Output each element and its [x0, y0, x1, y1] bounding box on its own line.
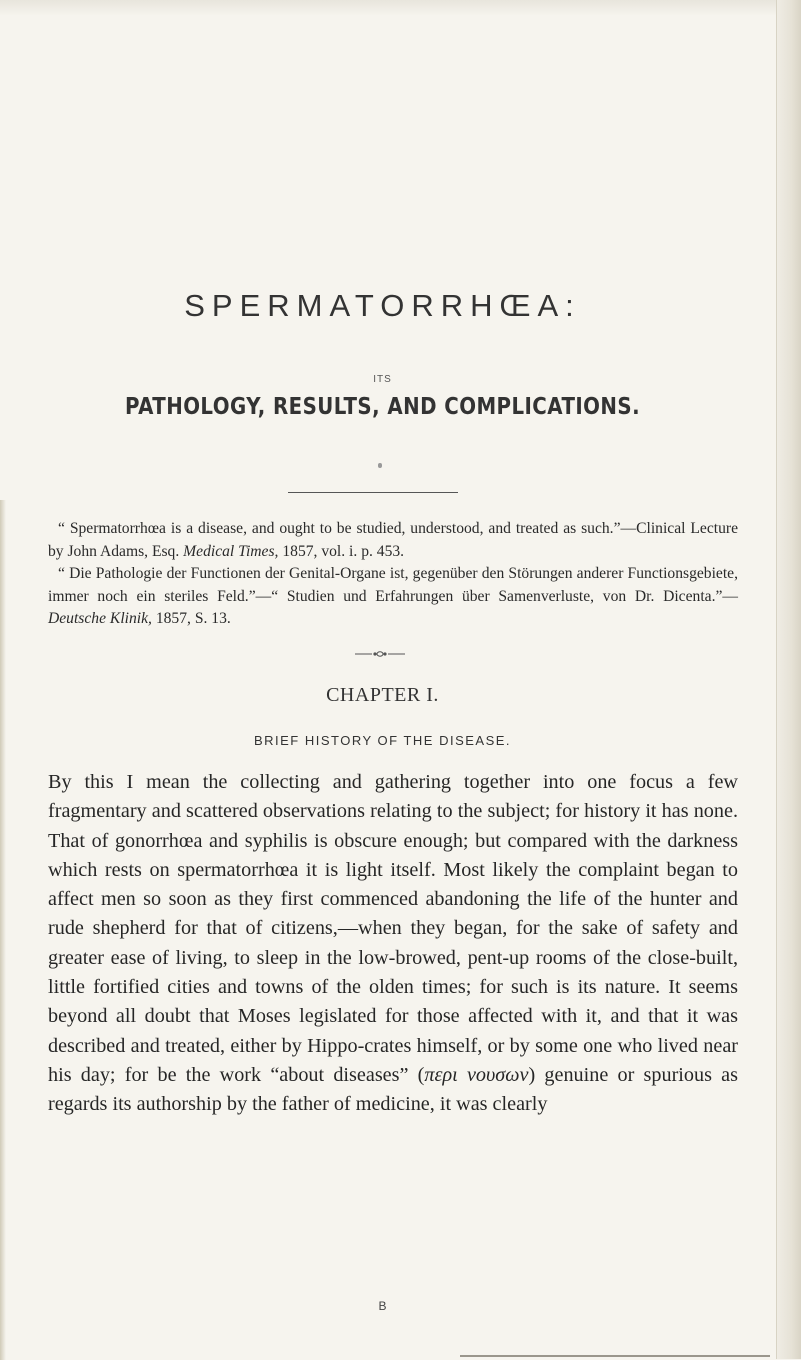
body-text-end: ) genuine or spurious as regards its authorship by the father of medicine, it was clearly [48, 1063, 738, 1116]
page-left-edge [0, 500, 6, 1360]
body-text [48, 768, 738, 1120]
chapter-heading: CHAPTER I. [326, 684, 439, 706]
epigraph-2-source: Deutsche Klinik, [48, 610, 152, 627]
epigraph [48, 518, 738, 631]
signature-mark: B [378, 1299, 387, 1313]
epigraph-2-text: “ Die Pathologie der Functionen der Genital-Organe ist, gegenüber den Störungen anderer Functionsgebiete, immer noch ein steriles Feld.”—“ Studien und Erfahrungen über Samenverluste, von Dr. Dicenta.”— [48, 565, 738, 605]
bottom-edge-line [460, 1355, 770, 1357]
section-heading: BRIEF HISTORY OF THE DISEASE. [253, 733, 512, 748]
epigraph-quote-2 [48, 563, 738, 631]
body-paragraph [48, 768, 738, 1120]
epigraph-2-citation: 1857, S. 13. [151, 610, 231, 627]
page-top-shadow [0, 0, 801, 16]
epigraph-1-text: “ Spermatorrhœa is a disease, and ought to be studied, understood, and treated as such.”—Clinical Lecture by John Adams, Esq. [48, 520, 738, 560]
book-title: SPERMATORRHŒA: [184, 288, 581, 323]
title-connector: ITS [373, 374, 392, 385]
printer-dot [378, 463, 382, 468]
ornament-divider [355, 650, 405, 658]
title-rule [288, 492, 458, 493]
book-subtitle: PATHOLOGY, RESULTS, AND COMPLICATIONS. [124, 394, 641, 420]
body-text-start: By this I mean the collecting and gathering together into one focus a few fragmentary and scattered observations relating to the subject; for history it has none. That of gonorrhœa and syphilis is obscure enough; but compared with the darkness which rests on spermatorrhœa it is light itself. Most likely the complaint began to affect men so soon as they first commenced abandoning the life of the hunter and rude shepherd for that of citizens,—when they began, for the sake of safety and greater ease of living, to sleep in the low-browed, pent-up rooms of the close-built, little fortified cities and towns of the olden times; for such is its nature. It seems beyond all doubt that Moses legislated for those affected with it, and that it was described and treated, either by Hippo-crates himself, or by some one who lived near his day; for be the work “about diseases” ( [48, 771, 738, 1086]
epigraph-1-citation: 1857, vol. i. p. 453. [278, 542, 405, 560]
epigraph-1-source: Medical Times, [183, 542, 279, 560]
greek-phrase: περι νουσων [424, 1063, 529, 1086]
epigraph-quote-1 [48, 518, 738, 563]
page-right-edge [776, 0, 801, 1359]
